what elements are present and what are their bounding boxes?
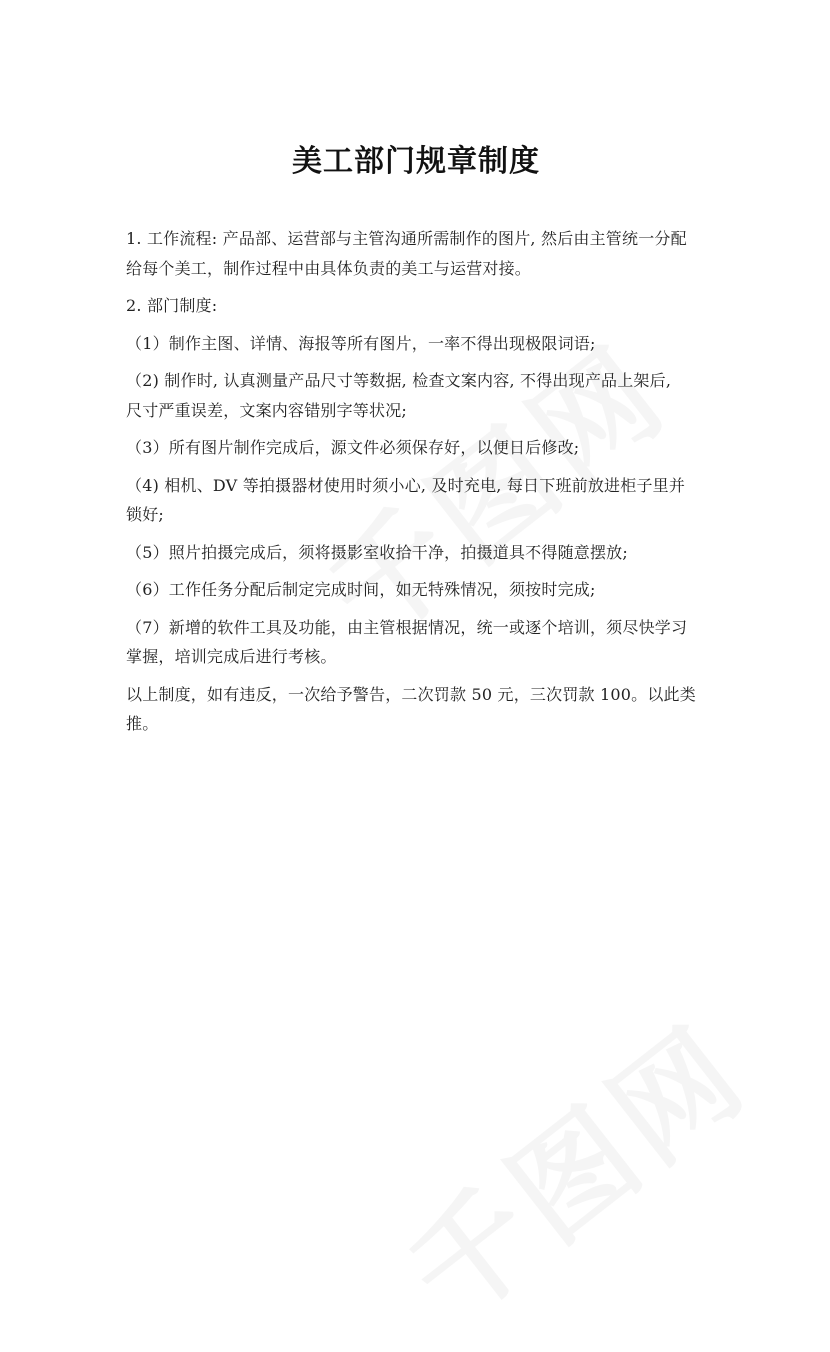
text-line: （5）照片拍摄完成后，须将摄影室收拾干净，拍摄道具不得随意摆放; [126,542,628,562]
text-line: 尺寸严重误差，文案内容错别字等状况; [126,400,407,420]
text-line: 1. 工作流程: 产品部、运营部与主管沟通所需制作的图片, 然后由主管统一分配 [126,229,687,248]
paragraph-rule-7 [126,613,716,672]
paragraph-department-rules-heading [126,291,716,321]
document-title: 美工部门规章制度 [292,144,540,179]
text-line: 2. 部门制度: [126,296,218,315]
paragraph-rule-5 [126,538,716,568]
text-line: 以上制度，如有违反，一次给予警告，二次罚款 50 元，三次罚款 100。以此类 [126,684,696,704]
paragraph-rule-6 [126,575,716,605]
watermark [368,980,776,1352]
text-line: （1）制作主图、详情、海报等所有图片，一率不得出现极限词语; [126,333,596,353]
text-line: （6）工作任务分配后制定完成时间，如无特殊情况，须按时完成; [126,580,596,599]
paragraph-workflow [126,224,716,283]
paragraph-penalty [126,680,716,739]
text-line: 给每个美工，制作过程中由具体负责的美工与运营对接。 [126,258,532,278]
text-line: 推。 [126,714,159,733]
paragraph-rule-4 [126,471,716,530]
text-line: （4) 相机、DV 等拍摄器材使用时须小心, 及时充电, 每日下班前放进柜子里并 [126,475,686,495]
paragraph-rule-2 [126,366,716,425]
text-line: （2) 制作时, 认真测量产品尺寸等数据, 检查文案内容, 不得出现产品上架后, [126,371,672,390]
text-line: 锁好; [126,505,164,524]
paragraph-rule-1 [126,329,716,359]
document-body [126,224,716,747]
text-line: （7）新增的软件工具及功能，由主管根据情况，统一或逐个培训，须尽快学习 [126,617,688,637]
paragraph-rule-3 [126,433,716,463]
text-line: （3）所有图片制作完成后，源文件必须保存好，以便日后修改; [126,438,580,457]
text-line: 掌握，培训完成后进行考核。 [126,647,337,666]
